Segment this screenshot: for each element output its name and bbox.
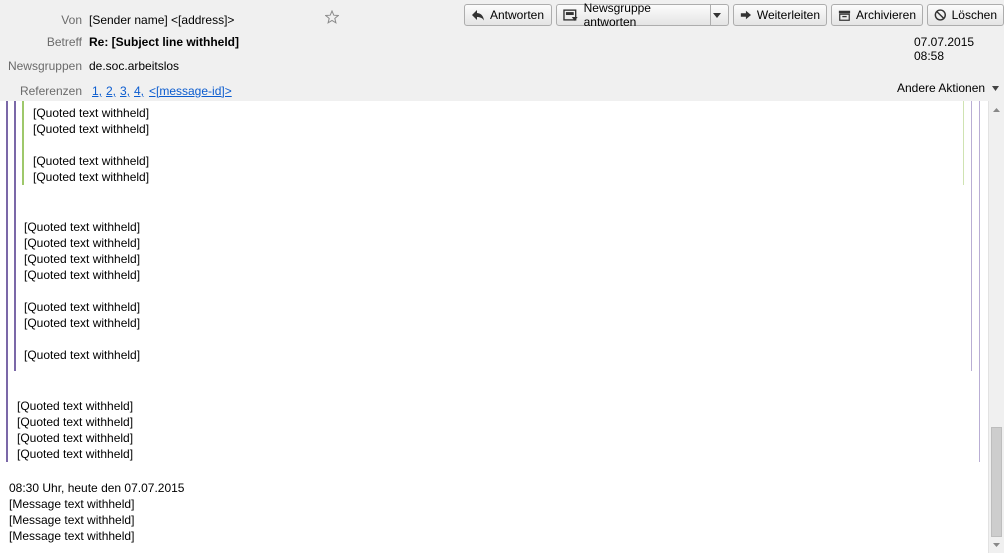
reply-newsgroup-dropdown[interactable]: [710, 4, 729, 26]
forward-icon: [740, 9, 752, 21]
reply-newsgroup-label: Newsgruppe antworten: [583, 1, 651, 29]
reply-line-text: [Message text withheld]: [9, 529, 135, 543]
forward-button[interactable]: [733, 4, 827, 26]
quote-line: [Quoted text withheld]: [24, 268, 141, 282]
quote-line: [Quoted text withheld]: [17, 431, 134, 445]
archive-icon: [838, 9, 851, 22]
quote-line: [Quoted text withheld]: [24, 220, 141, 234]
quote-line: [Quoted text withheld]: [33, 170, 150, 184]
archive-button[interactable]: [831, 4, 923, 26]
newsgroups-value[interactable]: de.soc.arbeitslos: [89, 59, 180, 73]
quote-bar-l1-right: [979, 101, 980, 462]
other-actions-label: Andere Aktionen: [897, 81, 986, 95]
scroll-down-icon[interactable]: [989, 538, 1004, 552]
reply-newsgroup-button[interactable]: [556, 1, 711, 29]
quote-line: [Quoted text withheld]: [33, 106, 150, 120]
reply-icon: [471, 9, 485, 21]
scroll-up-icon[interactable]: [989, 103, 1004, 117]
delete-icon: [934, 8, 947, 22]
subject-label: Betreff: [46, 35, 82, 49]
other-actions-menu[interactable]: [897, 81, 999, 95]
quote-line: [33, 137, 149, 153]
chevron-down-icon: [992, 86, 999, 91]
reference-msgid-link[interactable]: <[message-id]>: [149, 84, 232, 98]
quote-line: [Quoted text withheld]: [33, 122, 150, 136]
reply-button[interactable]: [464, 4, 552, 26]
date-value: 07.07.2015 08:58: [914, 35, 975, 63]
reference-link-4[interactable]: 4,: [134, 84, 145, 98]
quote-level1-text: [17, 398, 133, 462]
reply-text: [9, 480, 184, 544]
quote-line: [Quoted text withheld]: [24, 348, 141, 362]
quote-line: [Quoted text withheld]: [17, 415, 134, 429]
quote-bar-l2: [14, 101, 16, 371]
reference-link-1[interactable]: 1,: [92, 84, 103, 98]
quote-line: [Quoted text withheld]: [17, 399, 134, 413]
quote-line: [24, 331, 140, 347]
delete-button[interactable]: [927, 4, 1004, 26]
from-value[interactable]: [Sender name] <[address]>: [89, 13, 235, 27]
message-body: [0, 101, 988, 553]
quote-line: [Quoted text withheld]: [24, 316, 141, 330]
quote-bar-l1: [6, 101, 8, 462]
reference-link-3[interactable]: 3,: [120, 84, 131, 98]
archive-label: Archivieren: [855, 8, 916, 22]
quote-line: [Quoted text withheld]: [33, 154, 150, 168]
newsgroups-label: Newsgruppen: [7, 59, 82, 73]
reply-line: 08:30 Uhr, heute den 07.07.2015: [9, 481, 185, 495]
quote-line: [Quoted text withheld]: [24, 300, 141, 314]
forward-label: Weiterleiten: [756, 8, 820, 22]
from-label: Von: [61, 13, 82, 27]
scroll-thumb[interactable]: [991, 427, 1002, 537]
newsgroup-reply-icon: [563, 9, 579, 22]
quote-level3-text: [33, 105, 149, 185]
delete-label: Löschen: [951, 8, 997, 22]
quote-bar-l2-right: [971, 101, 972, 371]
quote-bar-l3-right: [963, 101, 964, 185]
quote-bar-l3: [22, 101, 24, 185]
references-label: Referenzen: [19, 84, 82, 98]
reply-label: Antworten: [490, 8, 545, 22]
reply-line: [Message text withheld]: [9, 497, 135, 511]
reply-line: [9, 528, 184, 544]
reference-link-2[interactable]: 2,: [106, 84, 117, 98]
chevron-down-icon: [713, 13, 721, 18]
quote-line: [24, 283, 140, 299]
quote-level2-text: [24, 219, 140, 363]
subject-value: Re: [Subject line withheld]: [89, 35, 240, 49]
quote-line: [Quoted text withheld]: [17, 447, 134, 461]
reply-line: [Message text withheld]: [9, 513, 135, 527]
quote-line: [Quoted text withheld]: [24, 252, 141, 266]
message-header: [0, 0, 1004, 102]
vertical-scrollbar[interactable]: [988, 101, 1004, 553]
star-icon[interactable]: [325, 10, 339, 27]
quote-line: [Quoted text withheld]: [24, 236, 141, 250]
